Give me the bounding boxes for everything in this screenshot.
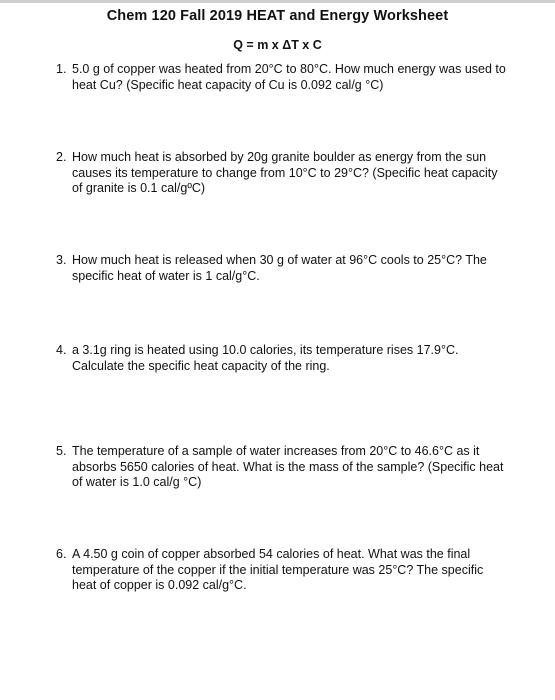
question-5	[56, 444, 526, 491]
question-number: 3.	[56, 253, 67, 267]
question-text-line: A 4.50 g coin of copper absorbed 54 calories of heat. What was the final	[72, 547, 471, 561]
question-text-line: How much heat is released when 30 g of water at 96°C cools to 25°C? The	[72, 253, 487, 267]
question-text-line: specific heat of water is 1 cal/g°C.	[72, 268, 260, 283]
question-text-line: heat Cu? (Specific heat capacity of Cu is 0.092 cal/g °C)	[72, 77, 384, 92]
question-2	[56, 150, 526, 197]
question-number: 6.	[56, 547, 67, 561]
question-text-line: a 3.1g ring is heated using 10.0 calories, its temperature rises 17.9°C.	[72, 343, 459, 357]
question-text-line: absorbs 5650 calories of heat. What is the mass of the sample? (Specific heat	[72, 459, 504, 474]
question-text-line: of water is 1.0 cal/g °C)	[72, 475, 202, 489]
question-text-line: heat of copper is 0.092 cal/g°C.	[72, 578, 247, 592]
question-6	[56, 547, 526, 594]
question-text-line: How much heat is absorbed by 20g granite boulder as energy from the sun	[72, 150, 487, 164]
question-text-line: temperature of the copper if the initial temperature was 25°C? The specific	[72, 562, 484, 577]
question-text-line: 5.0 g of copper was heated from 20°C to 80°C. How much energy was used to	[72, 62, 506, 76]
question-number: 1.	[56, 62, 67, 76]
heat-formula: Q = m x ΔT x C	[233, 38, 322, 52]
question-number: 2.	[56, 150, 67, 164]
question-text-line: of granite is 0.1 cal/gºC)	[72, 181, 206, 195]
question-number: 4.	[56, 343, 67, 357]
question-text-line: causes its temperature to change from 10°C to 29°C? (Specific heat capacity	[72, 165, 498, 180]
question-text-line: Calculate the specific heat capacity of the ring.	[72, 358, 330, 373]
question-number: 5.	[56, 444, 67, 458]
worksheet-title: Chem 120 Fall 2019 HEAT and Energy Worksheet	[106, 8, 449, 24]
question-3	[56, 253, 526, 284]
question-text-line: The temperature of a sample of water increases from 20°C to 46.6°C as it	[72, 444, 480, 458]
question-4	[56, 343, 526, 374]
question-1	[56, 62, 526, 93]
